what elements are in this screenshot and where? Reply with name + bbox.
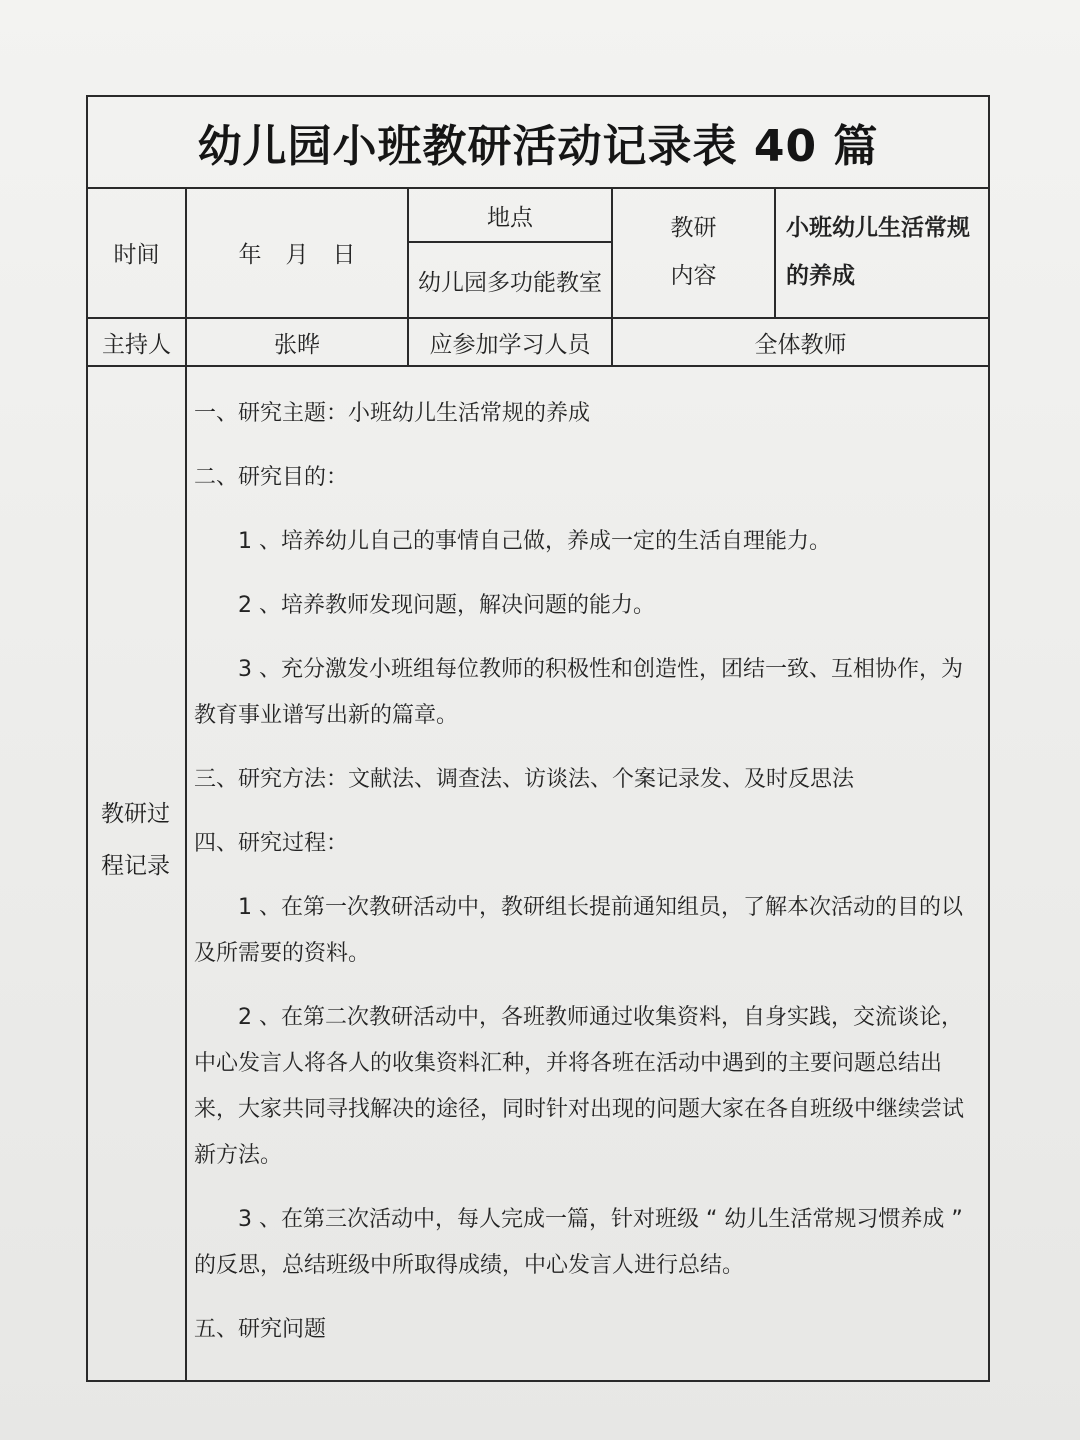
host-label: 主持人 <box>102 331 171 358</box>
form-title: 幼儿园小班教研活动记录表 40 篇 <box>88 97 988 189</box>
date-year: 年 <box>238 241 262 268</box>
purpose-item-1: 1 、培养幼儿自己的事情自己做，养成一定的生活自理能力。 <box>238 529 831 554</box>
section-problem-heading: 五、研究问题 <box>194 1317 327 1342</box>
purpose-item-2: 2 、培养教师发现问题，解决问题的能力。 <box>238 593 655 618</box>
content-value-line-2: 的养成 <box>786 263 855 289</box>
process-item-3: 3 、在第三次活动中，每人完成一篇，针对班级 “ 幼儿生活常规习惯养成 ” 的反思，总结班级中所取得成绩，中心发言人进行总结。 <box>194 1207 963 1278</box>
process-item-1: 1 、在第一次教研活动中，教研组长提前通知组员，了解本次活动的目的以及所需要的资料。 <box>194 895 963 966</box>
date-month: 月 <box>285 241 309 268</box>
purpose-item-3: 3 、充分激发小班组每位教师的积极性和创造性，团结一致、互相协作，为教育事业谱写出新的篇章。 <box>194 657 963 728</box>
date-field <box>187 187 407 317</box>
time-label: 时间 <box>113 241 160 268</box>
content-value <box>776 187 988 317</box>
content-label-line-1: 教研 <box>670 215 717 241</box>
content-label <box>613 187 774 317</box>
record-body <box>186 367 986 1371</box>
process-item-2: 2 、在第二次教研活动中，各班教师通过收集资料，自身实践，交流谈论，中心发言人将各人的收集资料汇种，并将各班在活动中遇到的主要问题总结出来，大家共同寻找解决的途径，同时针对出现的问题大家在各自班级中继续尝试新方法。 <box>194 1005 965 1168</box>
attendees-value: 全体教师 <box>754 331 847 358</box>
location-label: 地点 <box>487 204 533 231</box>
section-topic: 一、研究主题：小班幼儿生活常规的养成 <box>194 401 591 426</box>
side-label-line-2: 程记录 <box>101 852 170 879</box>
record-side-label <box>88 367 184 1382</box>
location-value: 幼儿园多功能教室 <box>418 269 602 296</box>
content-value-line-1: 小班幼儿生活常规 <box>786 215 970 241</box>
section-method: 三、研究方法：文献法、调查法、访谈法、个案记录发、及时反思法 <box>194 767 855 792</box>
host-value: 张晔 <box>274 331 320 358</box>
side-label-line-1: 教研过 <box>101 800 170 827</box>
content-label-line-2: 内容 <box>670 263 717 289</box>
date-day: 日 <box>332 241 356 268</box>
section-purpose-heading: 二、研究目的： <box>194 465 349 490</box>
record-form <box>86 95 990 1382</box>
section-process-heading: 四、研究过程： <box>194 831 349 856</box>
attendees-label: 应参加学习人员 <box>429 331 591 358</box>
